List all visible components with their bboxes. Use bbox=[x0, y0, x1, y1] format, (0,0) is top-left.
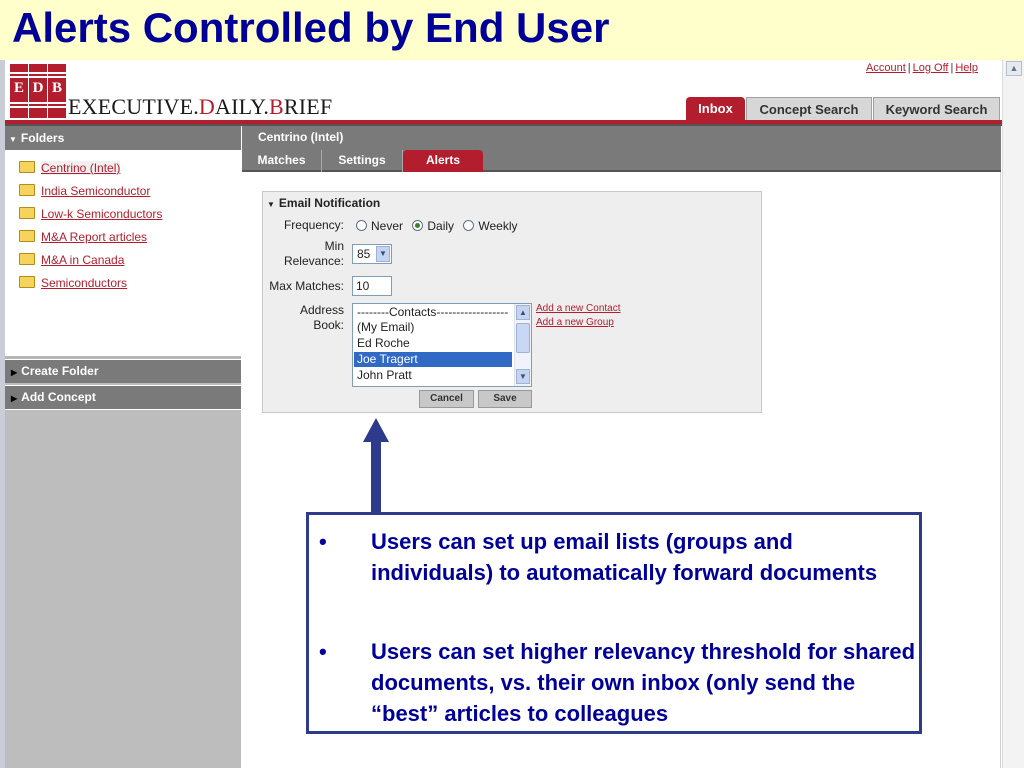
address-book-label: Address Book: bbox=[299, 303, 344, 332]
folder-icon bbox=[19, 230, 35, 242]
folder-link[interactable]: India Semiconductor bbox=[41, 184, 151, 198]
logo-letter: D bbox=[32, 80, 44, 96]
radio-weekly[interactable] bbox=[463, 220, 474, 231]
chevron-down-icon[interactable]: ▼ bbox=[376, 246, 390, 262]
cancel-button[interactable]: Cancel bbox=[419, 390, 474, 408]
collapse-triangle-icon: ▼ bbox=[267, 200, 275, 209]
radio-weekly-label: Weekly bbox=[478, 219, 518, 233]
list-item-selected[interactable]: Joe Tragert bbox=[354, 352, 512, 367]
list-item[interactable]: John Pratt bbox=[357, 368, 412, 382]
folder-icon bbox=[19, 253, 35, 265]
list-item[interactable]: --------Contacts------------------ bbox=[357, 305, 509, 319]
help-link[interactable]: Help bbox=[955, 62, 978, 74]
folder-item[interactable] bbox=[19, 253, 124, 271]
radio-never-label: Never bbox=[371, 219, 404, 233]
add-concept-button[interactable] bbox=[5, 386, 241, 409]
create-folder-label: Create Folder bbox=[21, 364, 99, 378]
slide-title: Alerts Controlled by End User bbox=[12, 4, 610, 51]
account-link[interactable]: Account bbox=[866, 62, 906, 74]
min-relevance-value: 85 bbox=[357, 247, 371, 261]
folders-header[interactable] bbox=[5, 126, 241, 150]
folder-link[interactable]: Semiconductors bbox=[41, 276, 128, 290]
logo-letter: B bbox=[51, 80, 62, 96]
sidebar-separator bbox=[5, 383, 241, 385]
frequency-radio-group bbox=[356, 219, 524, 233]
folder-item[interactable] bbox=[19, 207, 162, 225]
logo-box-d bbox=[29, 64, 47, 118]
content-border bbox=[1000, 172, 1001, 768]
panel-title[interactable] bbox=[267, 196, 380, 210]
folder-link[interactable]: M&A in Canada bbox=[41, 253, 125, 267]
callout-bullet-2: Users can set higher relevancy threshold for shared documents, vs. their own inbox (only send the “best” articles to colleagues bbox=[371, 639, 916, 726]
create-folder-button[interactable] bbox=[5, 360, 241, 383]
log-off-link[interactable]: Log Off bbox=[912, 62, 949, 74]
folders-title: Folders bbox=[20, 131, 65, 145]
scroll-up-icon[interactable]: ▲ bbox=[516, 305, 530, 320]
logo-letter: E bbox=[13, 80, 24, 96]
min-relevance-select[interactable] bbox=[352, 244, 392, 264]
bullet-marker: • bbox=[319, 529, 327, 554]
folder-link[interactable]: Low-k Semiconductors bbox=[41, 207, 163, 221]
folder-icon bbox=[19, 207, 35, 219]
folder-link[interactable]: M&A Report articles bbox=[41, 230, 148, 244]
tab-settings[interactable]: Settings bbox=[322, 150, 403, 172]
folder-list bbox=[5, 150, 241, 356]
sidebar-gap bbox=[5, 356, 241, 359]
folder-item[interactable] bbox=[19, 184, 150, 202]
folder-icon bbox=[19, 276, 35, 288]
content-header: Centrino (Intel) bbox=[242, 126, 1001, 148]
folder-item[interactable] bbox=[19, 276, 127, 294]
email-notification-title: Email Notification bbox=[278, 196, 381, 210]
add-contact-link[interactable]: Add a new Contact bbox=[536, 303, 621, 314]
account-links: Account | Log Off | Help bbox=[866, 62, 978, 74]
collapse-triangle-icon: ▼ bbox=[9, 135, 17, 144]
scroll-thumb[interactable] bbox=[516, 323, 530, 353]
min-relevance-label: Min Relevance: bbox=[283, 239, 344, 268]
sidebar-empty-area bbox=[5, 410, 241, 768]
folder-icon bbox=[19, 161, 35, 173]
tab-inbox[interactable]: Inbox bbox=[686, 97, 745, 120]
logo-box-e bbox=[10, 64, 28, 118]
scroll-up-icon[interactable]: ▲ bbox=[1006, 61, 1022, 76]
max-matches-label: Max Matches: bbox=[269, 279, 344, 293]
folder-item[interactable] bbox=[19, 161, 120, 179]
folder-link[interactable]: Centrino (Intel) bbox=[41, 161, 121, 175]
page-scrollbar[interactable] bbox=[1002, 60, 1024, 768]
logo-wordmark: EXECUTIVE.DAILY.BRIEF bbox=[68, 94, 333, 119]
add-group-link[interactable]: Add a new Group bbox=[536, 317, 614, 328]
slide-title-bar bbox=[0, 0, 1024, 60]
radio-daily-label: Daily bbox=[427, 219, 455, 233]
list-item[interactable]: (My Email) bbox=[357, 320, 415, 334]
folder-icon bbox=[19, 184, 35, 196]
max-matches-input[interactable]: 10 bbox=[352, 276, 392, 296]
callout-bullet-1: Users can set up email lists (groups and individuals) to automatically forward documents bbox=[371, 529, 878, 585]
listbox-scrollbar[interactable] bbox=[514, 304, 531, 386]
save-button[interactable]: Save bbox=[478, 390, 532, 408]
tab-matches[interactable]: Matches bbox=[242, 150, 322, 172]
add-concept-label: Add Concept bbox=[21, 390, 96, 404]
list-item[interactable]: Ed Roche bbox=[357, 336, 410, 350]
tab-concept-search[interactable]: Concept Search bbox=[746, 97, 872, 120]
radio-never[interactable] bbox=[356, 220, 367, 231]
bullet-marker: • bbox=[319, 639, 327, 664]
radio-daily[interactable] bbox=[412, 220, 423, 231]
callout-box bbox=[306, 512, 922, 734]
scroll-down-icon[interactable]: ▼ bbox=[516, 369, 530, 384]
frequency-label: Frequency: bbox=[283, 218, 344, 232]
expand-triangle-icon: ▶ bbox=[11, 394, 18, 403]
edb-logo bbox=[10, 64, 355, 118]
address-book-listbox[interactable] bbox=[352, 303, 532, 387]
sub-tab-bar bbox=[242, 148, 1001, 172]
tab-alerts[interactable]: Alerts bbox=[403, 150, 483, 172]
email-notification-panel bbox=[262, 191, 762, 413]
tab-keyword-search[interactable]: Keyword Search bbox=[873, 97, 1000, 120]
logo-box-b bbox=[48, 64, 66, 118]
expand-triangle-icon: ▶ bbox=[11, 368, 18, 377]
folder-item[interactable] bbox=[19, 230, 147, 248]
